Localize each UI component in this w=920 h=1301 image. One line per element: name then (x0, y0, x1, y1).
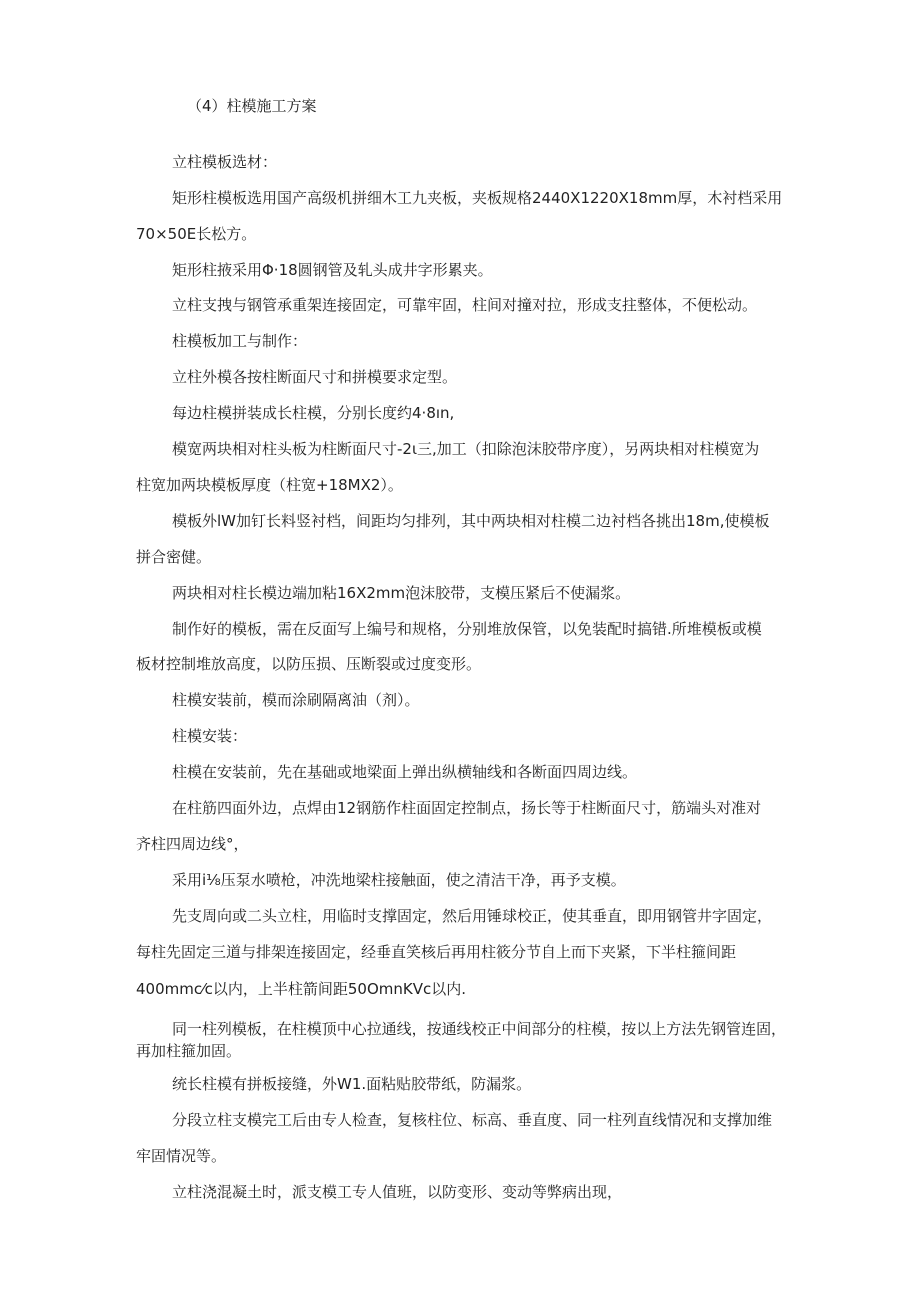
paragraph-line: 柱模安装： (172, 727, 248, 745)
paragraph-line: 采用i⅛压泵水喷枪，冲洗地梁柱接触面，使之清洁干净，再予支模。 (172, 871, 626, 889)
paragraph-line: 立柱模板选材： (172, 153, 278, 171)
paragraph-line: 矩形柱模板选用国产高级机拼细木工九夹板，夹板规格2440X1220X18mm厚，木衬档采用 (172, 189, 783, 207)
paragraph-line: 模宽两块相对柱头板为柱断面尺寸-2ι三,加工（扣除泡沫胶带序度），另两块相对柱模宽为 (172, 440, 760, 458)
paragraph-line: 柱宽加两块模板厚度（柱宽+18MX2）。 (136, 476, 403, 494)
paragraph-line: 柱模在安装前，先在基础或地梁面上弹出纵横轴线和各断面四周边线。 (172, 763, 638, 781)
paragraph-line: 立柱支拽与钢管承重架连接固定，可靠牢固，柱间对撞对拉，形成支拄整体，不便松动。 (172, 296, 758, 314)
section-heading: （4）柱模施工方案 (187, 97, 317, 115)
paragraph-line: 牢固情况等。 (136, 1147, 227, 1165)
paragraph-line: 两块相对柱长模边端加粘16X2mm泡沫胶带，支模压紧后不使漏浆。 (172, 584, 631, 602)
paragraph-line: 每柱先固定三道与排架连接固定，经垂直笑核后再用柱筱分节自上而下夹紧，下半柱箍间距 (136, 943, 737, 961)
paragraph-line: 模板外lW加钉长料竖衬档，间距均匀排列，其中两块相对柱模二边衬档各挑出18m,使模板 (172, 512, 770, 530)
paragraph-line: 制作好的模板，需在反面写上编号和规格，分别堆放保管，以免装配时搞错.所堆模板或模 (172, 620, 762, 638)
paragraph-line: 齐柱四周边线°， (136, 835, 249, 853)
paragraph-line: 立柱浇混凝土时，派支模工专人值班，以防变形、变动等弊病出现， (172, 1183, 623, 1201)
paragraph-line: 统长柱模有拼板接缝，外W1.面粘贴胶带纸，防漏浆。 (172, 1075, 532, 1093)
paragraph-line: 在柱筋四面外边，点焊由12钢筋作柱面固定控制点，扬长等于柱断面尺寸，筋端头对准对 (172, 799, 762, 817)
paragraph-line: 板材控制堆放高度，以防压损、压断裂或过度变形。 (136, 655, 482, 673)
paragraph-line: 分段立柱支模完工后由专人检查，复核柱位、标高、垂直度、同一柱列直线情况和支撑加维 (172, 1111, 773, 1129)
paragraph-line: 矩形柱掖采用Φ·18圆钢管及轧头成井字形累夹。 (172, 261, 493, 279)
paragraph-line: 立柱外模各按柱断面尺寸和拼模要求定型。 (172, 368, 458, 386)
paragraph-line: 先支周向或二头立柱，用临时支撑固定，然后用锤球校正，使其垂直，即用钢管井字固定， (172, 907, 773, 925)
paragraph-line: 柱模安装前，模而涂刷隔离油（剂）。 (172, 691, 420, 709)
paragraph-line: 柱模板加工与制作： (172, 332, 308, 350)
paragraph-line: 每边柱模拼装成长柱模，分别长度约4·8ın, (172, 404, 455, 422)
paragraph-line: 拼合密健。 (136, 548, 212, 566)
paragraph-line: 同一柱列模板，在柱模顶中心拉通线，按通线校正中间部分的柱模，按以上方法先钢管连固， (172, 1020, 787, 1038)
paragraph-line: 70×50E长松方。 (136, 225, 257, 243)
paragraph-line: 再加柱箍加固。 (136, 1042, 242, 1060)
paragraph-line: 400mmc⁄c以内，上半柱箭间距50OmnKVc以内. (136, 980, 466, 998)
